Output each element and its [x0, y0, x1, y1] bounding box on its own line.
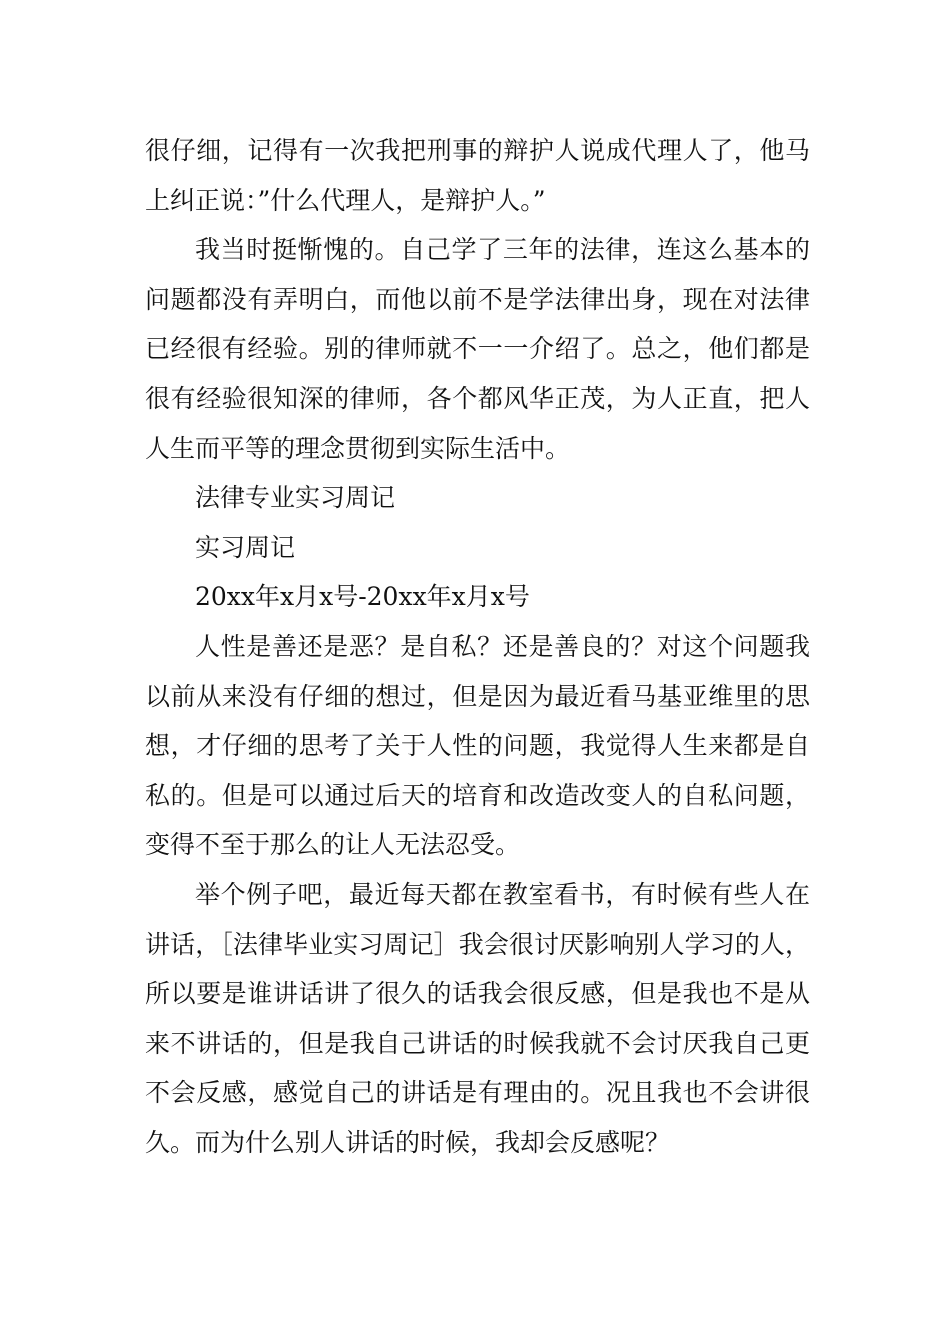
date-range: 20xx年x月x号-20xx年x月x号: [195, 582, 530, 612]
subheading: 实习周记: [195, 532, 296, 562]
paragraph-1: 很仔细，记得有一次我把刑事的辩护人说成代理人了，他马上纠正说：”什么代理人，是辩护人。”: [145, 136, 810, 215]
paragraph-3: 人性是善还是恶？是自私？还是善良的？对这个问题我以前从来没有仔细的想过，但是因为最近看马基亚维里的思想，才仔细的思考了关于人性的问题，我觉得人生来都是自私的。但是可以通过后天的培育和改造改变人的自私问题，变得不至于那么的让人无法忍受。: [145, 631, 810, 860]
document-body: [145, 126, 810, 1167]
paragraph-4: 举个例子吧，最近每天都在教室看书，有时候有些人在讲话，［法律毕业实习周记］我会很讨厌影响别人学习的人，所以要是谁讲话讲了很久的话我会很反感，但是我也不是从来不讲话的，但是我自己讲话的时候我就不会讨厌我自己更不会反感，感觉自己的讲话是有理由的。况且我也不会讲很久。而为什么别人讲话的时候，我却会反感呢？: [145, 879, 810, 1157]
section-heading: 法律专业实习周记: [195, 483, 396, 513]
paragraph-2: 我当时挺惭愧的。自己学了三年的法律，连这么基本的问题都没有弄明白，而他以前不是学法律出身，现在对法律已经很有经验。别的律师就不一一介绍了。总之，他们都是很有经验很知深的律师，各个都风华正茂，为人正直，把人人生而平等的理念贯彻到实际生活中。: [145, 235, 810, 463]
